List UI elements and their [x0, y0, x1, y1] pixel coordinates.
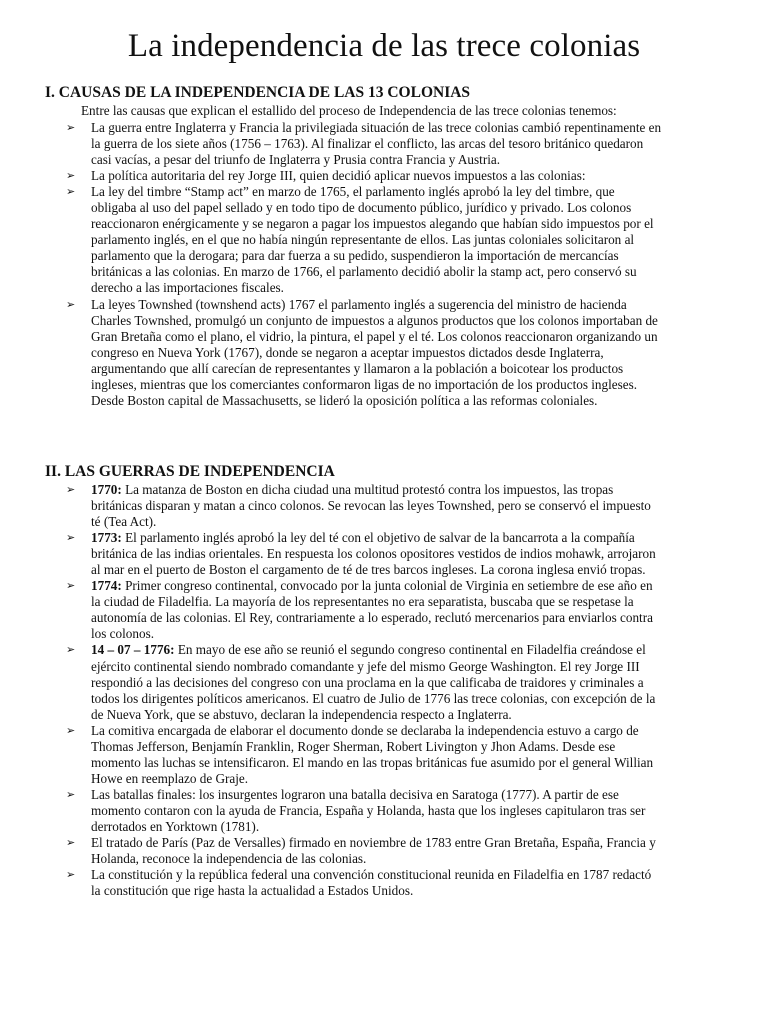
arrow-bullet-icon: ➢: [66, 169, 76, 183]
list-item: [66, 787, 662, 835]
item-date: 14 – 07 – 1776:: [91, 642, 175, 658]
item-body: En mayo de ese año se reunió el segundo congreso continental en Filadelfia creándose el ejército continental siendo nombrado comandante y jefe del mismo George Washington. El rey Jorge III respondió a las decisiones del congreso con una proclama en la que calificaba de traidores y criminales a todos los dirigentes políticos americanos. El cuatro de Julio de 1776 las trece colonias, con excepción de la de Nueva York, que se abstuvo, declaran la independencia respecto a Inglaterra.: [91, 642, 656, 722]
list-item: [66, 482, 662, 530]
arrow-bullet-icon: ➢: [66, 483, 76, 496]
causes-list: [66, 120, 662, 409]
item-body: El parlamento inglés aprobó la ley del té con el objetivo de salvar de la bancarrota a la compañía británica de las indias orientales. En respuesta los colonos opositores vestidos de indios mohawk, arrojaron al mar en el puerto de Boston el cargamento de té de tres barcos ingleses. La corona inglesa envió tropas.: [91, 530, 656, 578]
section-heading-causes: I. CAUSAS DE LA INDEPENDENCIA DE LAS 13 COLONIAS: [45, 84, 471, 101]
item-date: 1770:: [91, 482, 122, 497]
list-item: [66, 867, 662, 899]
list-item: [66, 578, 662, 642]
list-item-text: [91, 642, 662, 722]
arrow-bullet-icon: ➢: [66, 579, 76, 593]
list-item-text: La política autoritaria del rey Jorge III, quien decidió aplicar nuevos impuestos a las colonias:: [91, 168, 586, 184]
list-item: [66, 297, 662, 409]
list-item: [66, 723, 662, 787]
list-item-text: La guerra entre Inglaterra y Francia la privilegiada situación de las trece colonias cambió repentinamente en la guerra de los siete años (1756 – 1763). Al finalizar el conflicto, las arcas del tesoro británico quedaron casi vacías, a pesar del triunfo de Inglaterra y Prusia contra Francia y Austria.: [91, 120, 662, 168]
arrow-bullet-icon: ➢: [66, 121, 76, 134]
page-title: La independencia de las trece colonias: [127, 28, 641, 64]
list-item-text: [91, 723, 662, 787]
list-item: [66, 530, 662, 578]
list-item-text: [91, 578, 662, 642]
wars-list: [66, 482, 662, 899]
list-item: [66, 835, 662, 867]
item-body: La comitiva encargada de elaborar el documento donde se declaraba la independencia estuvo a cargo de Thomas Jefferson, Benjamín Franklin, Roger Sherman, Robert Livington y Jhon Adams. Desde ese momento las luchas se intensificaron. El mando en las tropas británicas fue asumido por el general Willian Howe en reemplazo de Graje.: [91, 722, 654, 786]
list-item: [66, 120, 662, 168]
arrow-bullet-icon: ➢: [66, 643, 76, 657]
list-item-text: [91, 835, 662, 867]
list-item-text: La leyes Townshed (townshend acts) 1767 el parlamento inglés a sugerencia del ministro de hacienda Charles Townshed, promulgó un conjunto de impuestos a algunos productos que los colonos importaban de Gran Bretaña como el plano, el vidrio, la pintura, el papel y el té. Los colonos reaccionaron organizando un congreso en Nueva York (1767), donde se negaron a aceptar impuestos dictados desde Inglaterra, argumentando que allí carecían de representantes y llamaron a la población a boicotear los productos ingleses, mientras que los comerciantes conformaron ligas de no importación de los productos ingleses. Desde Boston capital de Massachusetts, se lideró la oposición política a las reformas coloniales.: [91, 296, 658, 408]
arrow-bullet-icon: ➢: [66, 531, 76, 545]
section-intro: Entre las causas que explican el estallido del proceso de Independencia de las trece colonias tenemos:: [81, 103, 617, 118]
item-body: Primer congreso continental, convocado por la junta colonial de Virginia en setiembre de ese año en la ciudad de Filadelfia. La mayoría de los representantes no era separatista, buscaba que se respetase la autonomía de las colonias. El Rey, contrariamente a lo esperado, reclutó mercenarios para enviarlos contra los colonos.: [91, 578, 653, 642]
arrow-bullet-icon: ➢: [66, 836, 76, 850]
list-item: [66, 168, 662, 184]
arrow-bullet-icon: ➢: [66, 868, 76, 882]
item-body: Las batallas finales: los insurgentes lograron una batalla decisiva en Saratoga (1777). A partir de ese momento contaron con la ayuda de Francia, España y Holanda, hasta que los ingleses capitularon tras ser derrotados en Yorktown (1781).: [91, 786, 646, 834]
list-item: [66, 642, 662, 722]
arrow-bullet-icon: ➢: [66, 723, 76, 737]
arrow-bullet-icon: ➢: [66, 787, 76, 801]
arrow-bullet-icon: ➢: [66, 297, 76, 311]
list-item-text: [91, 482, 662, 530]
list-item-text: La ley del timbre “Stamp act” en marzo de 1765, el parlamento inglés aprobó la ley del timbre, que obligaba al uso del papel sellado y en todo tipo de documento público, jurídico y privado. Los colonos reaccionaron enérgicamente y se negaron a pagar los impuestos alegando que habían sido impuestos por el parlamento inglés, en el que no había ningún representante de ellos. Las juntas coloniales solicitaron al parlamento que la derogara; para dar fuerza a su pedido, suspendieron la importación de mercancías británicas a las colonias. En marzo de 1766, el parlamento decidió abolir la stamp act, pero conservó su derecho a las importaciones fiscales.: [91, 184, 654, 296]
arrow-bullet-icon: ➢: [66, 185, 76, 199]
list-item-text: [91, 787, 662, 835]
item-body: La matanza de Boston en dicha ciudad una multitud protestó contra los impuestos, las tropas británicas disparan y matan a cinco colonos. Se revocan las leyes Townshed, pero se conservó el impuesto té (Tea Act).: [91, 482, 651, 530]
item-date: 1774:: [91, 578, 122, 594]
list-item-text: [91, 867, 662, 899]
item-body: La constitución y la república federal una convención constitucional reunida en Filadelfia en 1787 redactó la constitución que rige hasta la actualidad a Estados Unidos.: [91, 867, 652, 899]
list-item-text: [91, 530, 662, 578]
section-heading-wars: II. LAS GUERRAS DE INDEPENDENCIA: [45, 463, 335, 480]
list-item: [66, 184, 662, 296]
item-body: El tratado de París (Paz de Versalles) firmado en noviembre de 1783 entre Gran Bretaña, España, Francia y Holanda, reconoce la independencia de las colonias.: [91, 835, 656, 867]
item-date: 1773:: [91, 530, 122, 546]
